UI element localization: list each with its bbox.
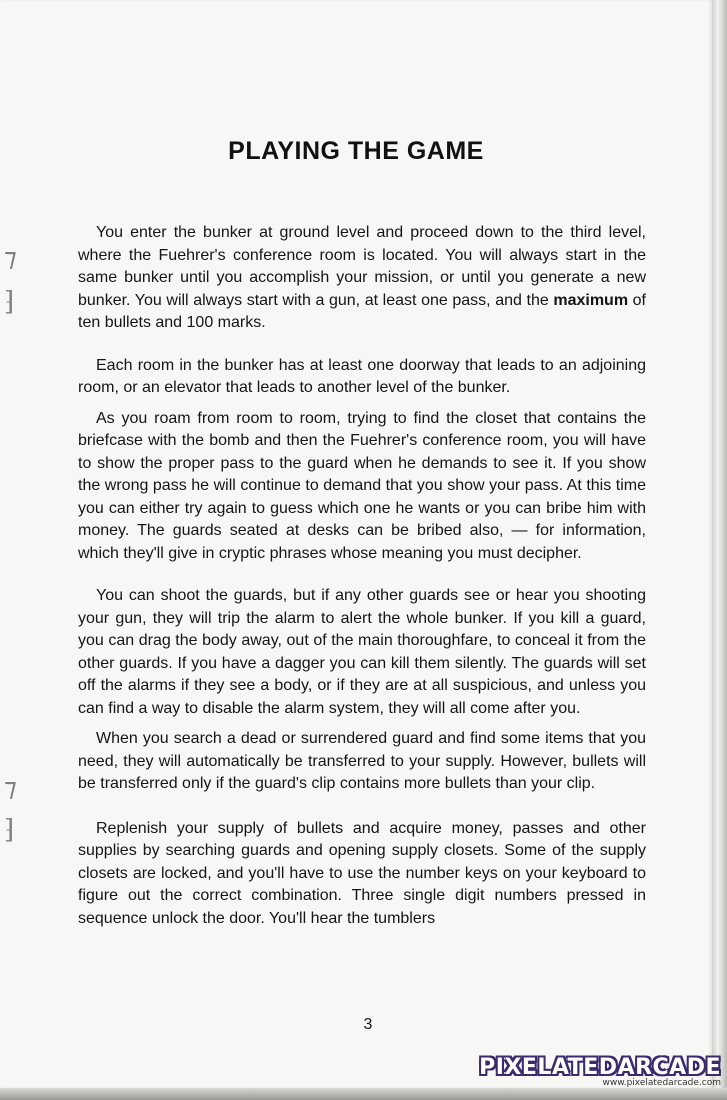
watermark bbox=[479, 1055, 721, 1088]
emphasis-text: maximum bbox=[553, 291, 629, 309]
paragraph: You enter the bunker at ground level and proceed down to the third level, where the Fuehrer's conference room is located. You will always start in the same bunker until you accomplish your mission, or until you generate a new bunker. You will always start with a gun, at least one pass, and the maximum of ten bullets and 100 marks. bbox=[78, 224, 646, 331]
binding-hole-mark: ⁆ bbox=[4, 815, 15, 845]
paragraph: Each room in the bunker has at least one doorway that leads to an adjoining room, or an elevator that leads to another level of the bunker. bbox=[78, 356, 646, 396]
binding-hole-mark: ⁆ bbox=[4, 287, 15, 317]
paragraph: As you roam from room to room, trying to find the closet that contains the briefcase with the bomb and then the Fuehrer's conference room, you will have to show the proper pass to the guard when he demands to see it. If you show the wrong pass he will continue to demand that you show your pass. At this time you can either try again to guess which one he wants or you can bribe him with money. The guards seated at desks can be bribed also, — for information, which they'll give in cryptic phrases whose meaning you must decipher. bbox=[78, 409, 646, 562]
page-edge-shadow bbox=[712, 0, 727, 1100]
paragraph: You can shoot the guards, but if any other guards see or hear you shooting your gun, they will trip the alarm to alert the whole bunker. If you kill a guard, you can drag the body away, out of the main thoroughfare, to conceal it from the other guards. If you have a dagger you can kill them silently. The guards will set off the alarms if they see a body, or if they are at all suspicious, and unless you can find a way to disable the alarm system, they will all come after you. bbox=[78, 587, 646, 717]
watermark-url: www.pixelatedarcade.com bbox=[602, 1078, 721, 1088]
page-title: PLAYING THE GAME bbox=[228, 137, 484, 165]
paragraph: Replenish your supply of bullets and acquire money, passes and other supplies by searching guards and opening supply closets. Some of the supply closets are locked, and you'll have to use the number keys on your keyboard to figure out the correct combination. Three single digit numbers pressed in sequence unlock the door. You'll hear the tumblers bbox=[78, 819, 646, 927]
paragraph: When you search a dead or surrendered guard and find some items that you need, they will automatically be transferred to your supply. However, bullets will be transferred only if the guard's clip contains more bullets than your clip. bbox=[78, 730, 646, 792]
page-number: 3 bbox=[363, 1016, 373, 1033]
body-text bbox=[78, 222, 646, 930]
page-bottom-edge bbox=[0, 1088, 727, 1100]
binding-hole-mark: ⁊ bbox=[4, 243, 17, 273]
binding-hole-mark: ⁊ bbox=[4, 773, 17, 803]
watermark-logo: PIXELATEDARCADE bbox=[479, 1055, 721, 1080]
